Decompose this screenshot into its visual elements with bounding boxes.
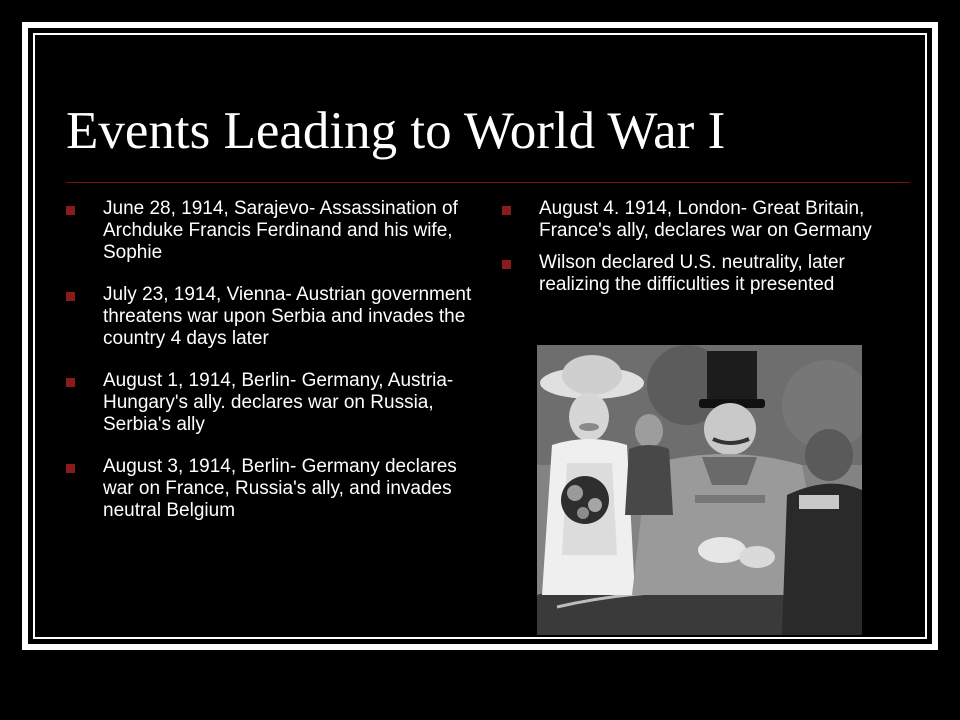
list-item-text: Wilson declared U.S. neutrality, later realizing the difficulties it presented [539,252,845,295]
title-divider [66,182,910,183]
list-item [502,252,912,296]
list-item [66,284,476,350]
list-item-text: August 3, 1914, Berlin- Germany declares war on France, Russia's ally, and invades neutral Belgium [103,456,457,521]
list-item [66,456,476,522]
square-bullet-icon [502,260,511,269]
square-bullet-icon [502,206,511,215]
square-bullet-icon [66,464,75,473]
list-item-text: July 23, 1914, Vienna- Austrian government threatens war upon Serbia and invades the country 4 days later [103,284,472,349]
list-item-text: June 28, 1914, Sarajevo- Assassination of Archduke Francis Ferdinand and his wife, Sophie [103,198,458,263]
square-bullet-icon [66,206,75,215]
slide-title: Events Leading to World War I [66,102,726,160]
list-item [66,198,476,264]
square-bullet-icon [66,378,75,387]
list-item [66,370,476,436]
square-bullet-icon [66,292,75,301]
list-item [502,198,912,242]
right-bullet-list [502,198,912,306]
list-item-text: August 4. 1914, London- Great Britain, France's ally, declares war on Germany [539,198,872,241]
list-item-text: August 1, 1914, Berlin- Germany, Austria-Hungary's ally. declares war on Russia, Serbia's ally [103,370,454,435]
archduke-photo [537,345,862,635]
left-bullet-list [66,198,476,542]
